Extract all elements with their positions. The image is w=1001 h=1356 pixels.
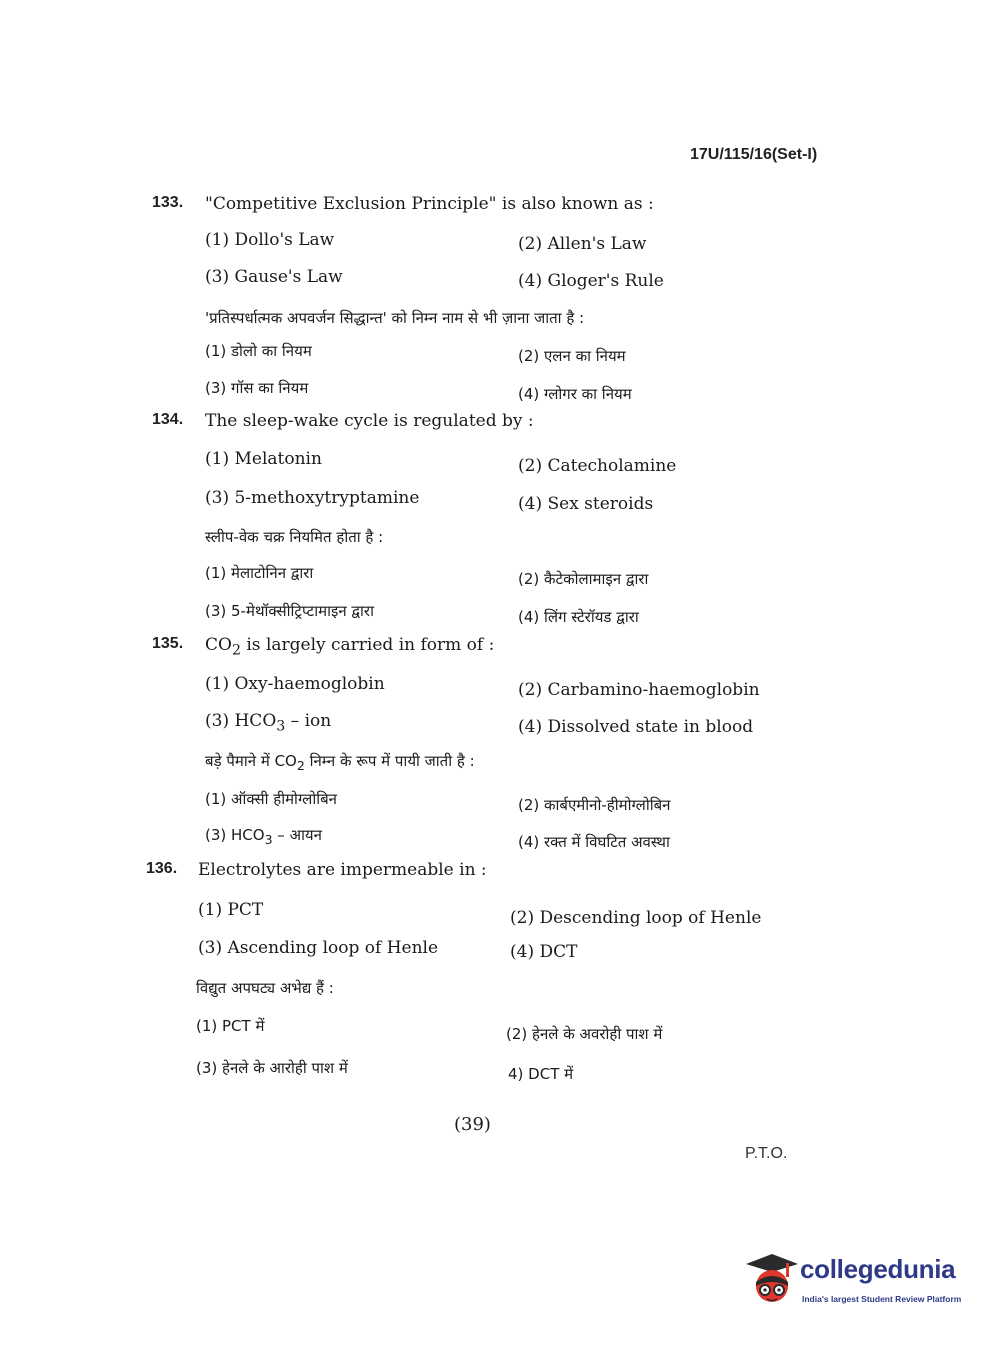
question-stem-hindi: विद्युत अपघट्य अभेद्य हैं : bbox=[196, 979, 334, 997]
option-2-english: (2) Descending loop of Henle bbox=[510, 908, 762, 928]
question-stem-english: "Competitive Exclusion Principle" is also known as : bbox=[205, 194, 654, 214]
option-3-hindi: (3) हेनले के आरोही पाश में bbox=[196, 1059, 348, 1077]
mascot-icon bbox=[742, 1250, 800, 1310]
option-1-hindi: (1) ऑक्सी हीमोग्लोबिन bbox=[205, 790, 337, 808]
option-1-english: (1) Melatonin bbox=[205, 449, 322, 469]
option-1-english: (1) PCT bbox=[198, 900, 264, 920]
option-2-hindi: (2) कैटेकोलामाइन द्वारा bbox=[518, 570, 649, 588]
option-4-english: (4) DCT bbox=[510, 942, 578, 962]
brand-name: collegedunia bbox=[800, 1254, 956, 1284]
option-3-hindi: (3) $HCO_3$ – आयन bbox=[205, 826, 322, 847]
option-4-english: (4) Dissolved state in blood bbox=[518, 717, 754, 737]
option-1-english: (1) Dollo's Law bbox=[205, 230, 335, 250]
option-3-english: (3) Gause's Law bbox=[205, 267, 343, 287]
question-stem-english: Electrolytes are impermeable in : bbox=[198, 860, 487, 880]
option-3-hindi: (3) गॉस का नियम bbox=[205, 379, 309, 397]
option-1-hindi: (1) PCT में bbox=[196, 1017, 265, 1035]
option-1-hindi: (1) मेलाटोनिन द्वारा bbox=[205, 564, 314, 582]
option-2-hindi: (2) एलन का नियम bbox=[518, 347, 626, 365]
page-number: (39) bbox=[454, 1114, 491, 1135]
option-3-hindi: (3) 5-मेथॉक्सीट्रिप्टामाइन द्वारा bbox=[205, 602, 374, 620]
brand-tagline: India's largest Student Review Platform bbox=[802, 1294, 962, 1304]
question-number: 134. bbox=[152, 411, 184, 428]
option-4-english: (4) Gloger's Rule bbox=[518, 271, 664, 291]
option-2-hindi: (2) हेनले के अवरोही पाश में bbox=[506, 1025, 663, 1043]
option-1-hindi: (1) डोलो का नियम bbox=[205, 342, 312, 360]
option-2-english: (2) Carbamino-haemoglobin bbox=[518, 680, 760, 700]
question-stem-hindi: बड़े पैमाने में $CO_2$ निम्न के रूप में पायी जाती है : bbox=[205, 752, 475, 773]
pto-label: P.T.O. bbox=[745, 1145, 788, 1162]
question-stem-hindi: स्लीप-वेक चक्र नियमित होता है : bbox=[205, 528, 384, 546]
option-2-english: (2) Catecholamine bbox=[518, 456, 677, 476]
question-number: 136. bbox=[146, 860, 178, 877]
option-3-english: (3) 5-methoxytryptamine bbox=[205, 488, 420, 508]
question-stem-english: The sleep-wake cycle is regulated by : bbox=[205, 411, 534, 431]
option-2-hindi: (2) कार्बएमीनो-हीमोग्लोबिन bbox=[518, 796, 671, 814]
question-stem-hindi: 'प्रतिस्पर्धात्मक अपवर्जन सिद्धान्त' को निम्न नाम से भी ज़ाना जाता है : bbox=[205, 309, 585, 327]
option-4-hindi: (4) रक्त में विघटित अवस्था bbox=[518, 833, 670, 851]
question-number: 133. bbox=[152, 194, 184, 211]
option-2-english: (2) Allen's Law bbox=[518, 234, 647, 254]
option-1-english: (1) Oxy-haemoglobin bbox=[205, 674, 385, 694]
collegedunia-logo bbox=[742, 1250, 972, 1310]
option-4-hindi: (4) लिंग स्टेरॉयड द्वारा bbox=[518, 608, 639, 626]
paper-code: 17U/115/16(Set-I) bbox=[690, 146, 818, 163]
option-3-english: (3) Ascending loop of Henle bbox=[198, 938, 439, 958]
question-stem-english: $CO_2$ is largely carried in form of : bbox=[205, 635, 495, 659]
option-4-hindi: 4) DCT में bbox=[508, 1065, 574, 1083]
option-3-english: (3) $HCO_3$ – ion bbox=[205, 711, 332, 735]
question-number: 135. bbox=[152, 635, 184, 652]
option-4-hindi: (4) ग्लोगर का नियम bbox=[518, 385, 632, 403]
option-4-english: (4) Sex steroids bbox=[518, 494, 654, 514]
